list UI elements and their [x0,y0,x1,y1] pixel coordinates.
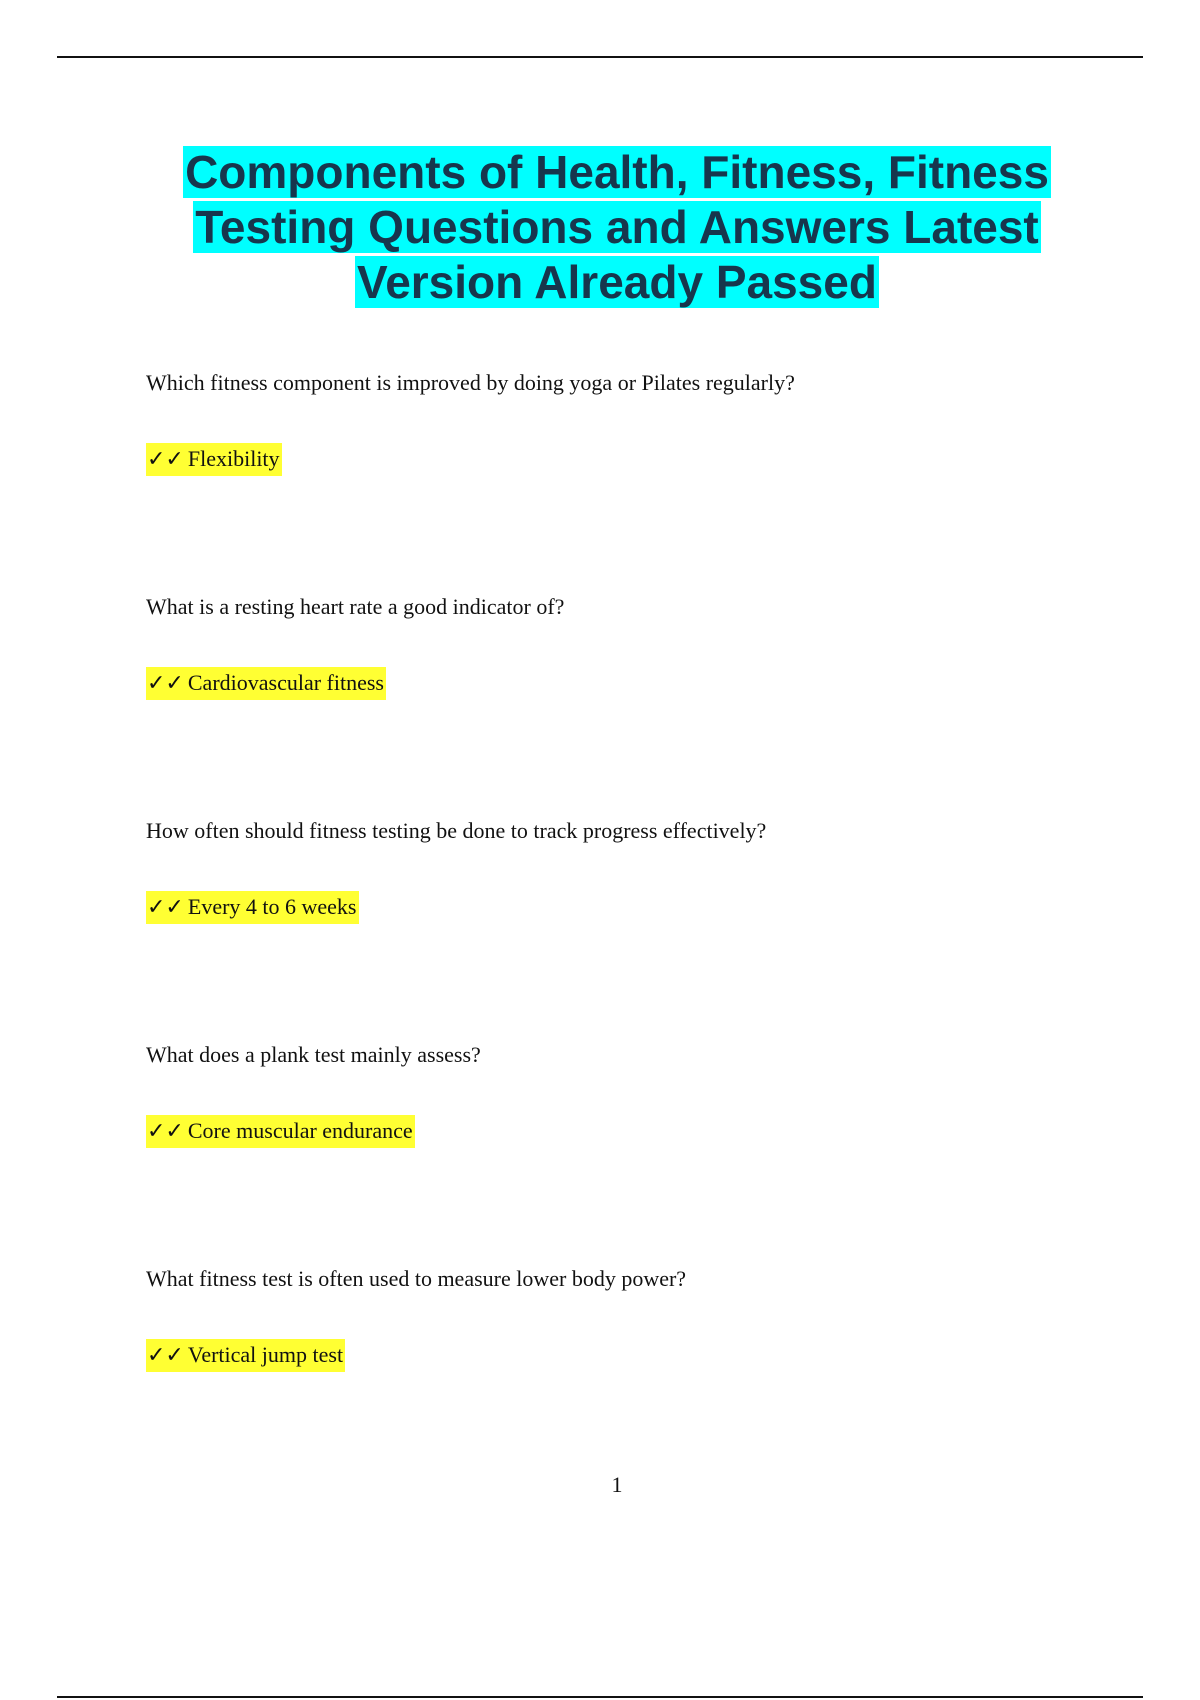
double-check-icon: ✓✓ [147,895,184,920]
double-check-icon: ✓✓ [147,1343,184,1368]
question-text: What fitness test is often used to measure lower body power? [146,1266,687,1291]
qa-item [146,1042,1126,1144]
answer-label: Every 4 to 6 weeks [187,894,357,919]
answer-text [146,1115,415,1148]
answer-label: Cardiovascular fitness [187,670,384,695]
qa-item [146,1266,1126,1368]
qa-item [146,818,1126,920]
question-text: What does a plank test mainly assess? [146,1042,481,1067]
answer-label: Vertical jump test [187,1342,344,1367]
question-text: What is a resting heart rate a good indicator of? [146,594,565,619]
page-number: 1 [611,1472,623,1497]
answer-label: Flexibility [187,446,280,471]
double-check-icon: ✓✓ [147,447,184,472]
qa-item [146,370,1126,472]
top-rule [57,56,1143,58]
double-check-icon: ✓✓ [147,1119,184,1144]
bottom-rule [57,1696,1143,1698]
title-line: Version Already Passed [357,256,877,308]
question-text: Which fitness component is improved by doing yoga or Pilates regularly? [146,370,795,395]
answer-text [146,443,282,476]
question-text: How often should fitness testing be done to track progress effectively? [146,818,767,843]
answer-label: Core muscular endurance [187,1118,413,1143]
answer-text [146,1339,345,1372]
qa-item [146,594,1126,696]
title-line: Components of Health, Fitness, Fitness [185,146,1049,198]
answer-text [146,891,359,924]
double-check-icon: ✓✓ [147,671,184,696]
title-line: Testing Questions and Answers Latest [195,201,1039,253]
page-title [100,145,1134,310]
answer-text [146,667,386,700]
title-block [100,145,1134,310]
